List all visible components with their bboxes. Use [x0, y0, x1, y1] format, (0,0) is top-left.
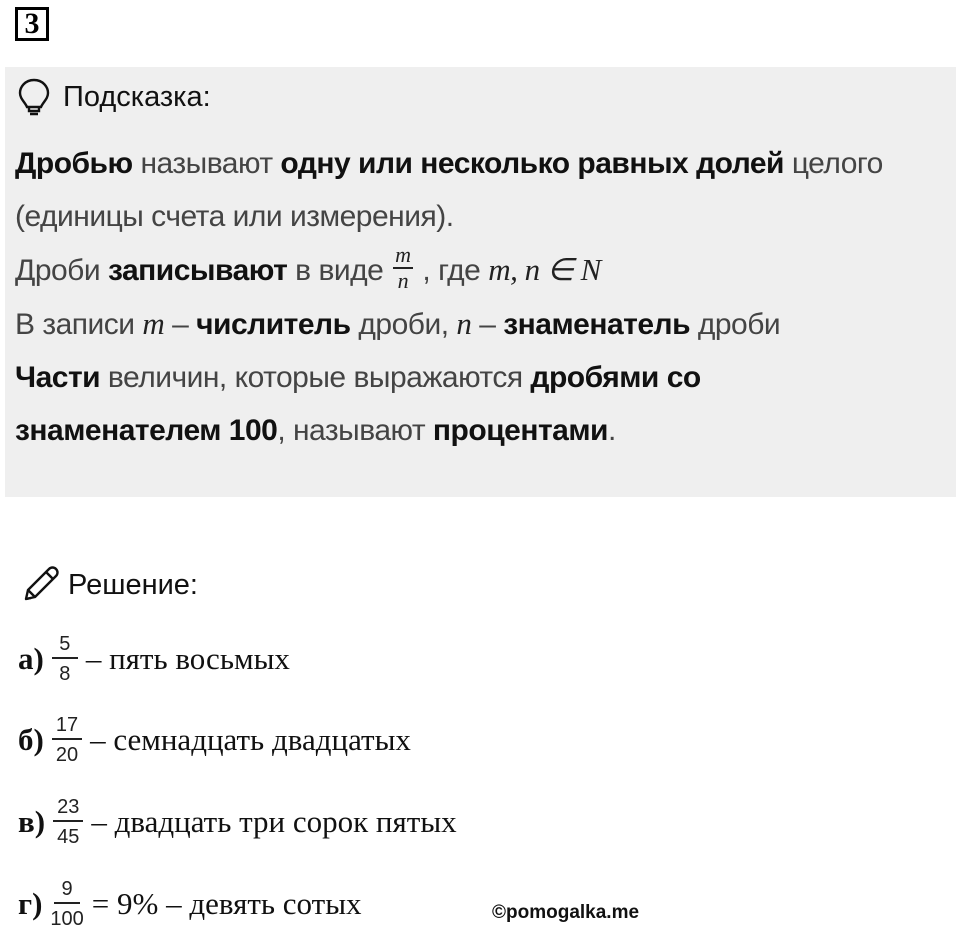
fraction-m-over-n — [393, 243, 412, 293]
term: Части — [15, 361, 101, 395]
term: знаменателем 100 — [15, 414, 278, 448]
pencil-icon — [18, 563, 62, 607]
answer-label: б) — [18, 722, 44, 757]
hint-line-1 — [15, 137, 945, 190]
hint-line-6 — [15, 404, 945, 457]
answer-c — [18, 796, 457, 848]
answer-a — [18, 633, 290, 685]
math-expression: m, n ∈ N — [488, 252, 601, 287]
answer-text: – пять восьмых — [85, 641, 290, 676]
hint-header — [17, 77, 211, 117]
text: – — [471, 308, 504, 342]
denominator: 100 — [50, 908, 84, 930]
denominator: 8 — [59, 663, 71, 685]
task-number: 3 — [15, 7, 49, 41]
solution-header — [18, 562, 198, 608]
term: записывают — [107, 254, 288, 287]
answer-label: а) — [18, 641, 44, 676]
text: В записи — [15, 308, 143, 342]
text: называют — [132, 147, 281, 180]
text: (единицы счета или измерения). — [15, 200, 454, 233]
term: дробями со — [530, 361, 701, 395]
answer-fraction — [50, 878, 83, 930]
denominator: 45 — [57, 826, 80, 848]
text: целого — [784, 147, 883, 180]
answer-b — [18, 714, 411, 766]
answer-text: = 9% – девять сотых — [91, 886, 362, 921]
text: . — [607, 414, 616, 448]
answer-fraction — [52, 714, 82, 766]
hint-line-5 — [15, 351, 945, 404]
answer-fraction — [52, 633, 78, 685]
answer-label: г) — [18, 886, 43, 921]
term: одну или несколько равных долей — [280, 147, 784, 180]
hint-text — [15, 137, 945, 457]
text: дроби — [690, 308, 781, 342]
text: величин, которые выражаются — [100, 361, 531, 395]
term-fraction: Дробью — [15, 147, 133, 180]
hint-line-2 — [15, 190, 945, 243]
watermark: ©pomogalka.me — [492, 902, 640, 923]
numerator: 5 — [52, 633, 78, 659]
text: , называют — [277, 414, 433, 448]
lightbulb-icon — [17, 77, 51, 117]
text: – — [164, 308, 197, 342]
answer-text: – семнадцать двадцатых — [90, 722, 411, 757]
answer-text: – двадцать три сорок пятых — [91, 804, 457, 839]
hint-box — [5, 67, 956, 497]
term: числитель — [196, 308, 351, 342]
hint-line-3 — [15, 243, 945, 297]
hint-title: Подсказка: — [63, 80, 211, 113]
denominator: n — [397, 268, 409, 294]
term: процентами — [432, 414, 608, 448]
numerator: 23 — [53, 796, 83, 822]
answer-fraction — [53, 796, 83, 848]
answer-label: в) — [18, 804, 46, 839]
text: , где — [414, 254, 489, 287]
denominator: 20 — [55, 744, 79, 766]
numerator: 9 — [54, 878, 80, 904]
term: знаменатель — [503, 308, 691, 342]
math-var: n — [456, 306, 472, 342]
text: в виде — [287, 254, 392, 287]
math-var: m — [142, 306, 165, 342]
solution-title: Решение: — [68, 568, 198, 601]
numerator: 17 — [52, 714, 82, 740]
text: Дроби — [15, 254, 108, 287]
answer-d — [18, 878, 362, 930]
numerator: m — [395, 242, 411, 268]
hint-line-4 — [15, 297, 945, 351]
text: дроби, — [350, 308, 457, 342]
